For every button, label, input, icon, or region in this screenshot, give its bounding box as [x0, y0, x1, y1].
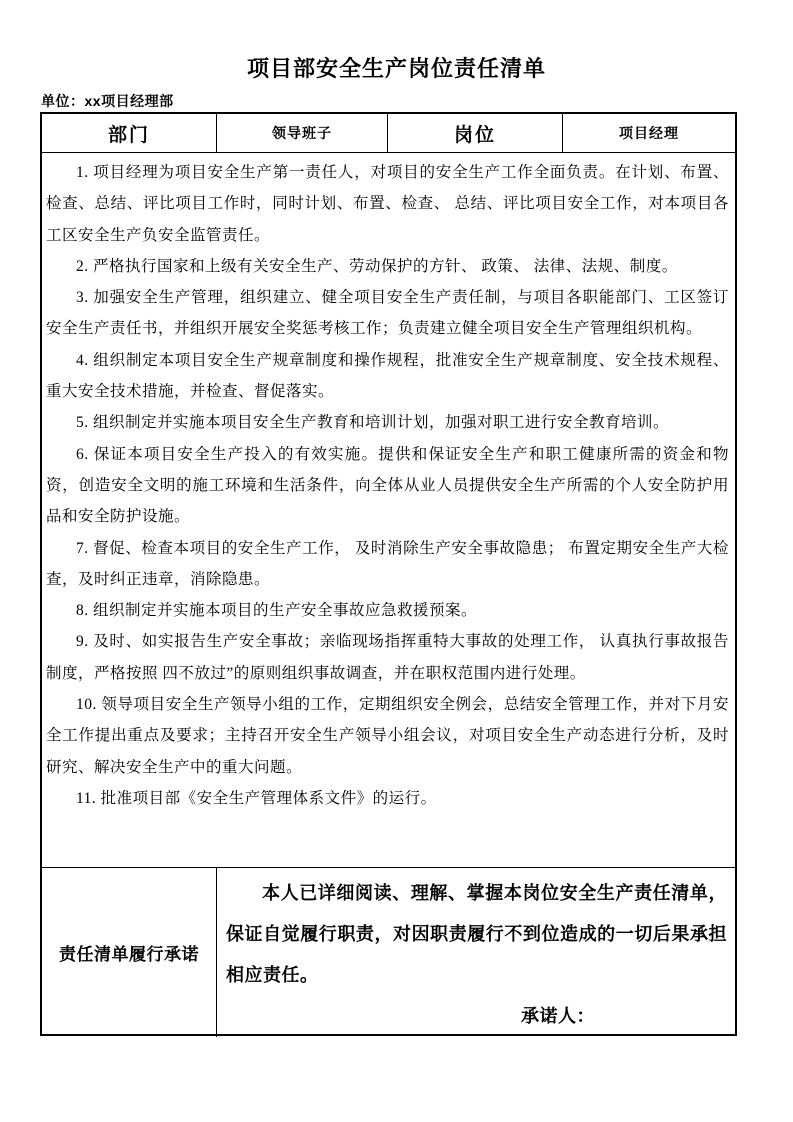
- commitment-statement: 本人已详细阅读、理解、掌握本岗位安全生产责任清单，保证自觉履行职责，对因职责履行不到位造成的一切后果承担相应责任。: [226, 883, 727, 985]
- responsibility-item: 1. 项目经理为项目安全生产第一责任人，对项目的安全生产工作全面负责。在计划、布置、检查、总结、评比项目工作时，同时计划、布置、检查、 总结、评比项目安全工作，对本项目各工区安全生产负安全监管责任。: [46, 164, 729, 244]
- header-cell-department-value: 领导班子: [217, 114, 388, 152]
- commitment-row-label: 责任清单履行承诺: [42, 868, 217, 1037]
- responsibility-item: 10. 领导项目安全生产领导小组的工作，定期组织安全例会，总结安全管理工作，并对下月安全工作提出重点及要求；主持召开安全生产领导小组会议，对项目安全生产动态进行分析，及时研究、解决安全生产中的重大问题。: [46, 696, 729, 776]
- table-header-row: [42, 114, 735, 153]
- header-cell-department: 部门: [42, 114, 217, 152]
- promisor-label: 承诺人：: [521, 1006, 595, 1026]
- responsibility-item: 3. 加强安全生产管理，组织建立、健全项目安全生产责任制，与项目各职能部门、工区签订安全生产责任书，并组织开展安全奖惩考核工作；负责建立健全项目安全生产管理组织机构。: [46, 289, 729, 338]
- responsibility-item: 7. 督促、检查本项目的安全生产工作， 及时消除生产安全事故隐患； 布置定期安全生产大检查，及时纠正违章，消除隐患。: [46, 539, 729, 588]
- responsibility-item: 4. 组织制定本项目安全生产规章制度和操作规程，批准安全生产规章制度、安全技术规程、重大安全技术措施，并检查、督促落实。: [46, 351, 729, 401]
- commitment-cell: [217, 868, 735, 1037]
- unit-label: 单位：xx项目经理部: [41, 93, 174, 109]
- responsibility-item: 5. 组织制定并实施本项目安全生产教育和培训计划，加强对职工进行安全教育培训。: [76, 414, 670, 432]
- responsibility-table: [40, 112, 737, 1036]
- responsibility-list: [42, 153, 735, 868]
- commitment-row: [42, 868, 735, 1034]
- header-cell-position-value: 项目经理: [619, 125, 679, 141]
- responsibility-item: 2. 严格执行国家和上级有关安全生产、劳动保护的方针、 政策、 法律、法规、制度。: [76, 257, 678, 275]
- responsibility-item: 6. 保证本项目安全生产投入的有效实施。提供和保证安全生产和职工健康所需的资金和物资，创造安全文明的施工环境和生活条件，向全体从业人员提供安全生产所需的个人安全防护用品和安全防护设施。: [46, 445, 729, 526]
- responsibility-item: 9. 及时、如实报告生产安全事故；亲临现场指挥重特大事故的处理工作， 认真执行事故报告制度，严格按照 四不放过”的原则组织事故调查，并在职权范围内进行处理。: [46, 633, 729, 682]
- page-title: 项目部安全生产岗位责任清单: [246, 56, 546, 81]
- responsibility-item: 11. 批准项目部《安全生产管理体系文件》的运行。: [76, 789, 437, 807]
- responsibility-item: 8. 组织制定并实施本项目的生产安全事故应急救援预案。: [76, 602, 478, 620]
- header-cell-position: 岗位: [388, 114, 563, 152]
